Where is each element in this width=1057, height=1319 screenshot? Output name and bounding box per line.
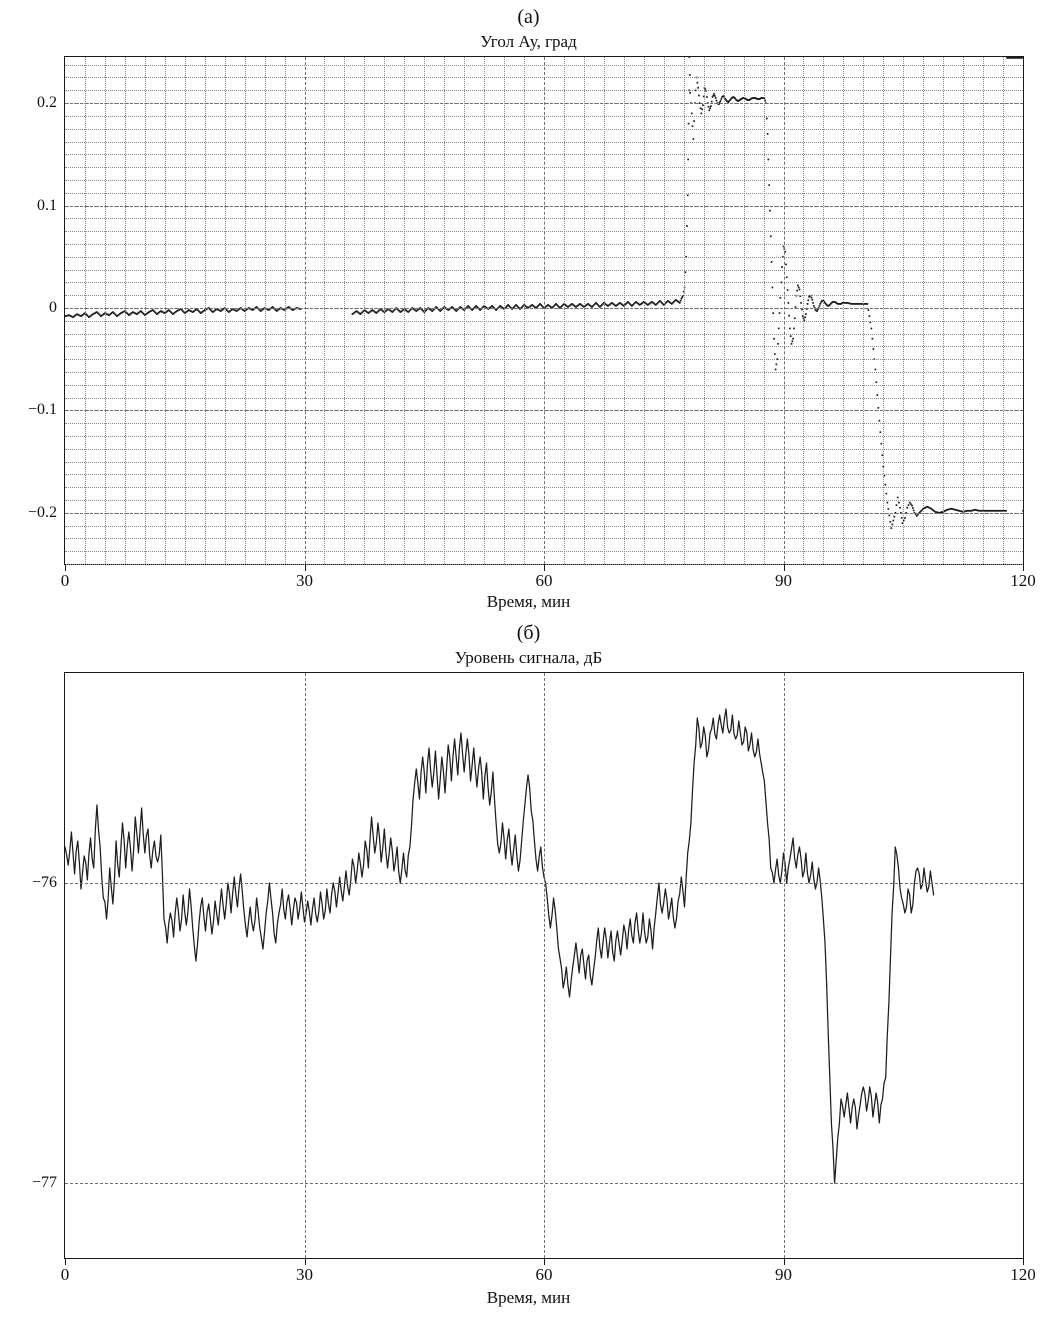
panel-a-label: (а) (517, 6, 540, 28)
gridline-horizontal-major (65, 308, 1023, 309)
yaxis-tick-label: −0.1 (27, 401, 57, 419)
gridline-vertical-major (784, 673, 785, 1258)
xaxis-tick-mark (784, 564, 785, 571)
xaxis-tick-label: 90 (775, 1265, 792, 1284)
panel-a-xaxis-label: Время, мин (486, 592, 571, 611)
gridline-vertical-major (305, 57, 306, 564)
xaxis-tick-label: 60 (535, 1265, 553, 1284)
xaxis-tick-label: 120 (1010, 571, 1036, 590)
xaxis-tick-mark (65, 1258, 66, 1265)
gridline-horizontal-major (65, 883, 1023, 884)
panel-a-plot-area (27, 56, 1036, 590)
gridline-horizontal-major (65, 513, 1023, 514)
xaxis-tick-mark (305, 564, 306, 571)
gridline-horizontal-major (65, 410, 1023, 411)
xaxis-tick-mark (1023, 564, 1024, 571)
xaxis-tick-label: 60 (535, 571, 553, 590)
xaxis-tick-label: 0 (60, 1265, 70, 1284)
yaxis-tick-label: 0.1 (37, 196, 57, 214)
panel-b (0, 620, 1057, 1319)
xaxis-tick-label: 30 (296, 571, 313, 590)
xaxis-tick-label: 90 (775, 571, 792, 590)
xaxis-tick-mark (784, 1258, 785, 1265)
gridline-horizontal-major (65, 206, 1023, 207)
xaxis-tick-mark (544, 564, 545, 571)
gridline-horizontal-major (65, 103, 1023, 104)
xaxis-tick-label: 0 (60, 571, 70, 590)
gridline-vertical-major (544, 673, 545, 1258)
yaxis-tick-label: −0.2 (27, 503, 57, 521)
yaxis-tick-label: −76 (31, 874, 57, 891)
gridline-vertical-major (305, 673, 306, 1258)
yaxis-tick-label: 0 (49, 298, 57, 316)
yaxis-tick-label: −77 (31, 1174, 57, 1191)
gridline-horizontal-major (65, 1183, 1023, 1184)
panel-a (0, 0, 1057, 620)
xaxis-tick-mark (544, 1258, 545, 1265)
gridline-vertical-major (784, 57, 785, 564)
xaxis-tick-mark (1023, 1258, 1024, 1265)
panel-b-label: (б) (516, 622, 541, 644)
xaxis-tick-label: 30 (296, 1265, 313, 1284)
panel-a-title: Угол Ау, град (480, 32, 577, 51)
yaxis-tick-label: 0.2 (37, 94, 57, 112)
gridline-vertical-major (544, 57, 545, 564)
xaxis-tick-label: 120 (1010, 1265, 1036, 1284)
xaxis-tick-mark (305, 1258, 306, 1265)
panel-b-xaxis-label: Время, мин (486, 1288, 571, 1307)
panel-b-title: Уровень сигнала, дБ (454, 648, 603, 667)
xaxis-tick-mark (65, 564, 66, 571)
panel-b-plot-area (31, 672, 1036, 1284)
